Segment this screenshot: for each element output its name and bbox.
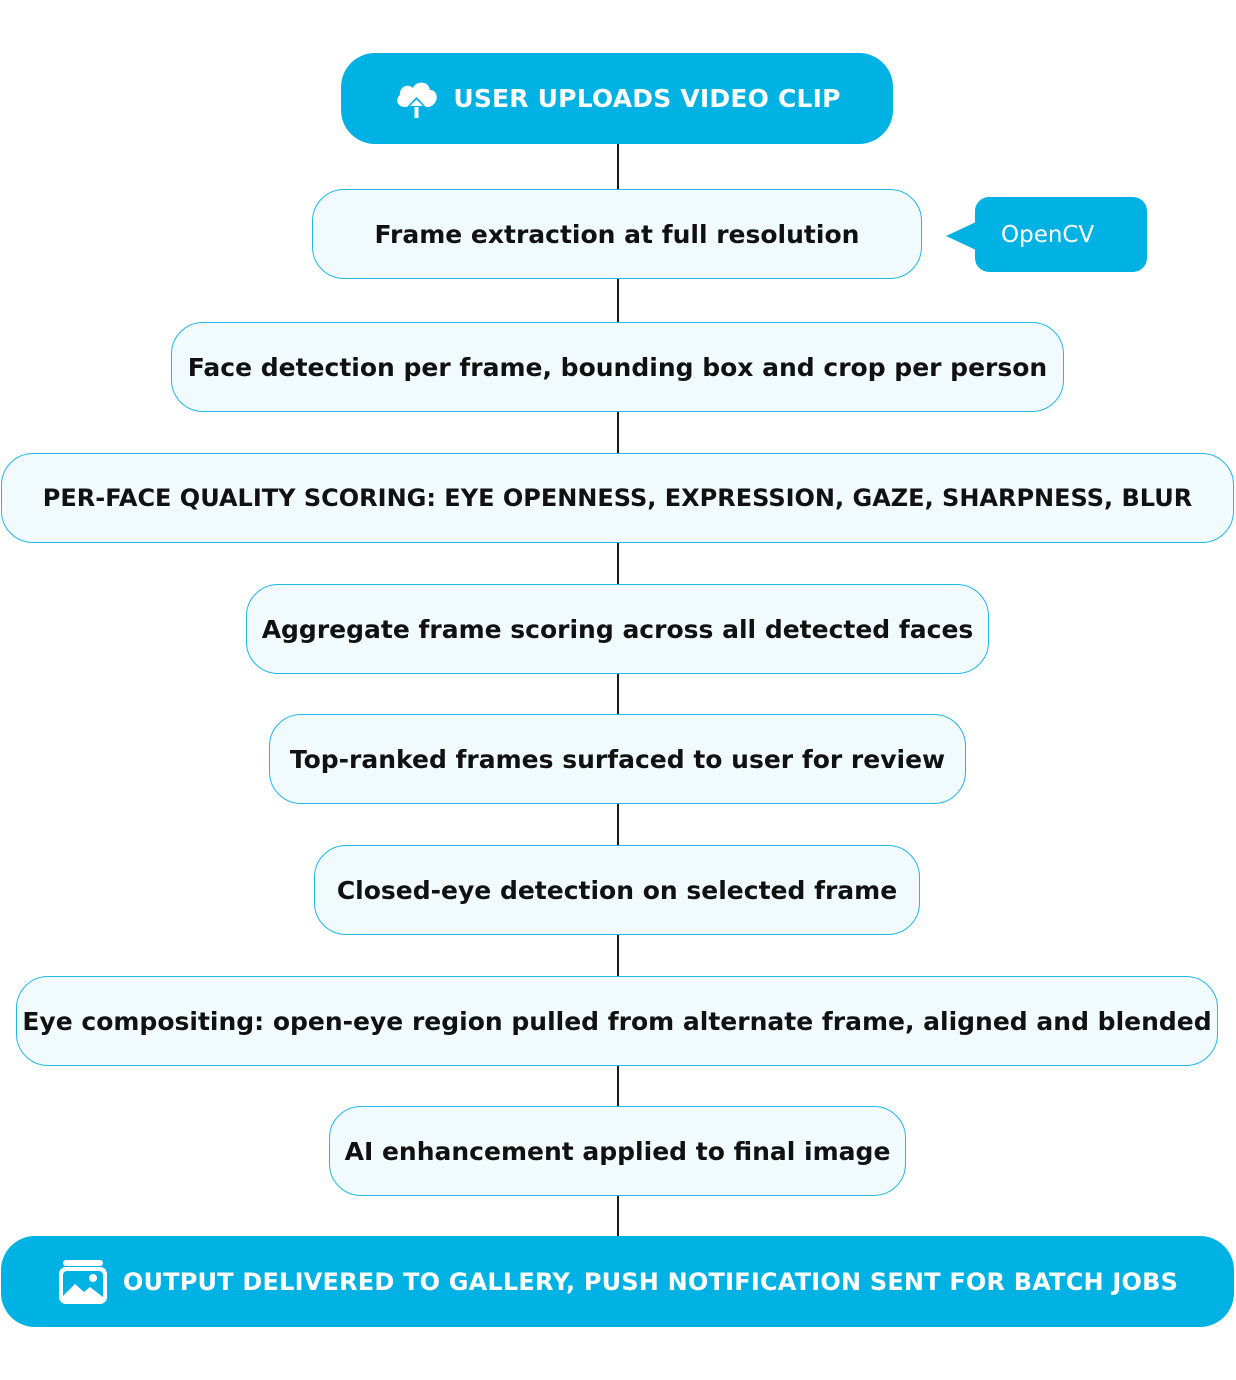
connector-step-1-to-step-2 <box>617 279 619 322</box>
connector-step-2-to-step-3 <box>617 412 619 453</box>
step-aggregate-frame-scoring <box>246 584 989 674</box>
gallery-image-icon <box>57 1258 109 1306</box>
step-top-ranked-frames <box>269 714 966 804</box>
end-node-label: OUTPUT DELIVERED TO GALLERY, PUSH NOTIFICATION SENT FOR BATCH JOBS <box>122 1267 1179 1296</box>
start-node-label: USER UPLOADS VIDEO CLIP <box>453 84 841 113</box>
end-node <box>1 1236 1234 1327</box>
step-label: Closed-eye detection on selected frame <box>336 875 898 905</box>
step-face-detection <box>171 322 1064 412</box>
step-label: Top-ranked frames surfaced to user for review <box>289 744 946 774</box>
connector-step-7-to-step-8 <box>617 1066 619 1106</box>
start-node <box>341 53 893 144</box>
step-label: AI enhancement applied to final image <box>344 1136 891 1166</box>
step-closed-eye-detection <box>314 845 920 935</box>
step-frame-extraction <box>312 189 922 279</box>
step-label: Face detection per frame, bounding box and crop per person <box>187 352 1048 382</box>
connector-step-3-to-step-4 <box>617 543 619 584</box>
opencv-callout <box>975 197 1147 272</box>
step-label: PER-FACE QUALITY SCORING: EYE OPENNESS, EXPRESSION, GAZE, SHARPNESS, BLUR <box>42 484 1193 512</box>
callout-pointer <box>946 222 976 250</box>
connector-step-8-to-end <box>617 1196 619 1236</box>
connector-step-6-to-step-7 <box>617 935 619 976</box>
callout-label: OpenCV <box>1001 221 1095 248</box>
step-per-face-quality-scoring <box>1 453 1234 543</box>
step-label: Frame extraction at full resolution <box>374 219 860 249</box>
connector-step-4-to-step-5 <box>617 674 619 714</box>
connector-step-5-to-step-6 <box>617 804 619 845</box>
step-label: Eye compositing: open-eye region pulled from alternate frame, aligned and blended <box>22 1006 1212 1036</box>
step-label: Aggregate frame scoring across all detected faces <box>261 614 974 644</box>
connector-start-to-step-1 <box>617 144 619 189</box>
step-ai-enhancement <box>329 1106 906 1196</box>
cloud-upload-icon <box>393 77 439 121</box>
step-eye-compositing <box>16 976 1218 1066</box>
